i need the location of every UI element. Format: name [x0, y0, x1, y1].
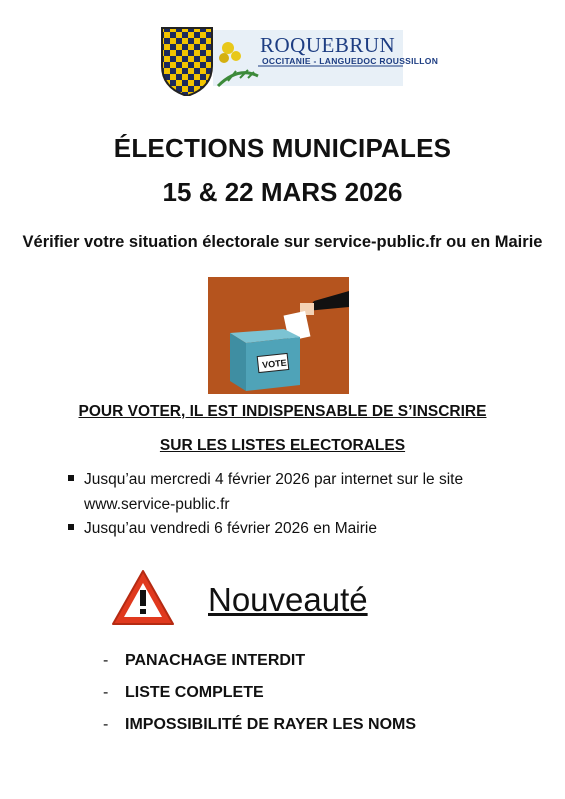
website-link[interactable]: www.service-public.fr	[84, 496, 230, 513]
list-item: - PANACHAGE INTERDIT	[103, 652, 306, 669]
list-item: Jusqu’au vendredi 6 février 2026 en Mairie	[68, 520, 377, 538]
main-title: ÉLECTIONS MUNICIPALES	[113, 133, 452, 163]
news-title: Nouveauté	[208, 581, 368, 618]
registration-subheading: SUR LES LISTES ELECTORALES	[159, 437, 406, 454]
warning-icon	[110, 568, 176, 628]
vote-label: VOTE	[261, 357, 288, 371]
town-name: ROQUEBRUN	[260, 33, 396, 57]
list-item: - LISTE COMPLETE	[103, 684, 264, 701]
election-dates: 15 & 22 MARS 2026	[162, 177, 403, 207]
bullet-icon	[68, 475, 74, 481]
bullet-icon	[68, 524, 74, 530]
subtitle: Vérifier votre situation électorale sur service-public.fr ou en Mairie	[22, 233, 543, 251]
region-name: OCCITANIE - LANGUEDOC ROUSSILLON	[262, 56, 439, 66]
list-item: Jusqu’au mercredi 4 février 2026 par internet sur le site	[68, 471, 463, 489]
registration-heading: POUR VOTER, IL EST INDISPENSABLE DE S’INSCRIRE	[78, 403, 487, 420]
ballot-box-icon	[208, 277, 349, 394]
list-item: - IMPOSSIBILITÉ DE RAYER LES NOMS	[103, 716, 417, 733]
vote-illustration	[208, 277, 349, 394]
